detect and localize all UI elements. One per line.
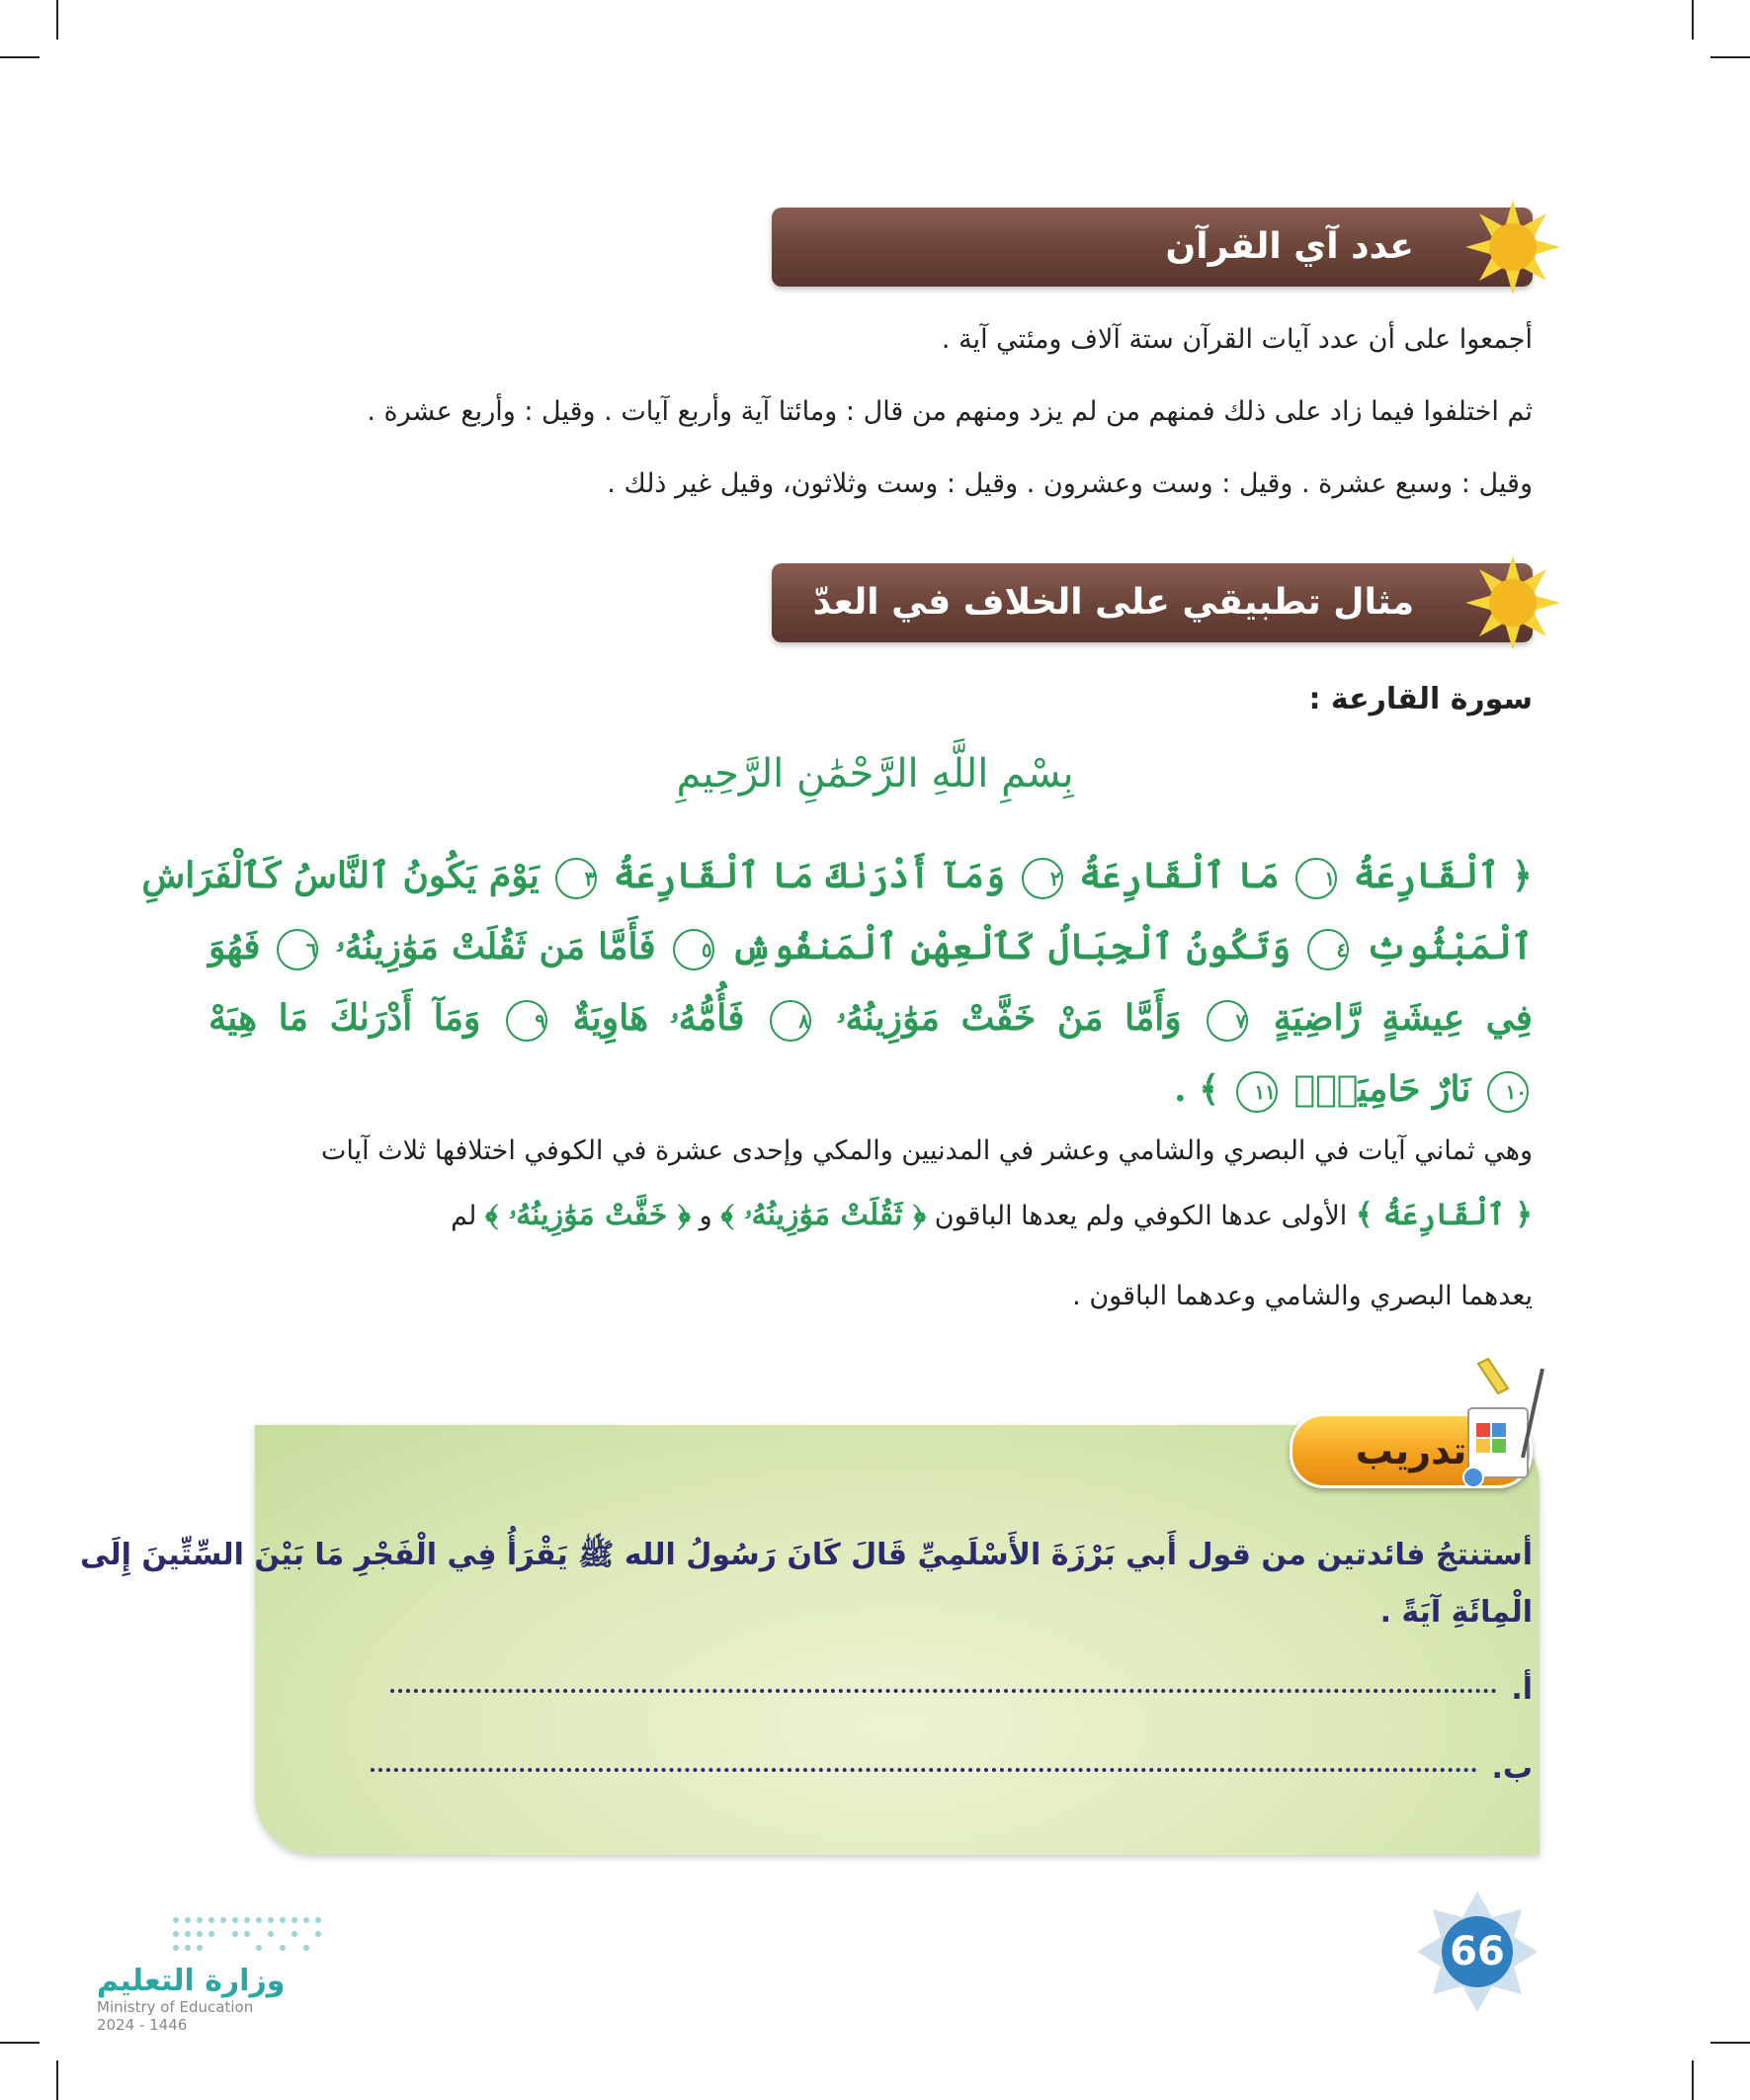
ministry-name-en: Ministry of Education: [97, 1998, 254, 2016]
verse-text: وَأَمَّا مَنْ خَفَّتْ مَوَٰزِينُهُۥ: [836, 997, 1182, 1039]
verse-number: ٥: [673, 929, 714, 970]
question-line: أستنتجُ فائدتين من قول أَبي بَرْزَةَ الأَسْلَمِيِّ قَالَ كَانَ رَسُولُ الله ﷺ يَقْرَأُ فِي الْفَجْرِ مَا بَيْنَ السِّتِّينَ إِلَى: [80, 1538, 1533, 1572]
verse-number: ١٠: [1487, 1071, 1529, 1113]
answer-line-a[interactable]: [278, 1672, 1533, 1707]
explanation-text: الأولى عدها الكوفي ولم يعدها الباقون: [934, 1201, 1348, 1231]
explanation-text: لم: [451, 1201, 477, 1231]
paragraph: ثم اختلفوا فيما زاد على ذلك فمنهم من لم يزد ومنهم من قال : ومائتا آية وأربع آيات . وقيل : وأربع عشرة .: [367, 396, 1533, 427]
verse-text: ﴾ .: [1174, 1068, 1220, 1110]
verse-number: ٧: [1207, 1000, 1248, 1042]
pen-icon: [1449, 1349, 1567, 1497]
crop-mark: [1692, 0, 1694, 40]
quran-text: [141, 840, 1533, 1125]
verse-text: ﴿ ٱلْقَارِعَةُ: [1353, 855, 1533, 896]
explanation-line: وهي ثماني آيات في البصري والشامي وعشر في المدنيين والمكي وإحدى عشرة في الكوفي اختلافها ثلاث آيات: [320, 1135, 1533, 1166]
basmala: بِسْمِ اللَّهِ الرَّحْمَٰنِ الرَّحِيمِ: [676, 751, 1074, 797]
verse-number: ١: [1295, 858, 1337, 899]
quran-quote: ﴿ ثَقُلَتْ مَوَٰزِينُهُۥ ﴾: [720, 1198, 927, 1232]
verse-text: فِي عِيشَةٍ رَّاضِيَةٍ: [1273, 997, 1533, 1039]
quran-line: [208, 982, 1533, 1053]
section-title: عدد آي القرآن: [1165, 226, 1414, 267]
answer-dots[interactable]: [371, 1768, 1477, 1772]
verse-text: فَأُمُّهُۥ هَاوِيَةٌ: [572, 997, 745, 1039]
ministry-dots-icon: [97, 1912, 324, 1960]
verse-text: مَا ٱلْقَارِعَةُ: [1079, 855, 1280, 896]
paragraph: وقيل : وسبع عشرة . وقيل : وست وعشرون . وقيل : وست وثلاثون، وقيل غير ذلك .: [607, 468, 1533, 499]
quran-quote: ﴿ خَفَّتْ مَوَٰزِينُهُۥ ﴾: [484, 1198, 692, 1232]
quran-line: [208, 911, 1533, 982]
page-number: [1413, 1888, 1542, 2016]
ministry-name-ar: وزارة التعليم: [97, 1964, 286, 1998]
crop-mark: [1710, 2042, 1750, 2044]
section-title: مثال تطبيقي على الخلاف في العدّ: [812, 582, 1414, 623]
explanation-text: و: [699, 1201, 712, 1231]
sun-icon: [1463, 198, 1562, 296]
section-header-ayah-count: [772, 208, 1533, 287]
ministry-logo: [97, 1912, 334, 2034]
verse-number: ٩: [506, 1000, 547, 1042]
verse-number: ٦: [277, 929, 318, 970]
verse-text: وَتَكُونُ ٱلْجِبَالُ كَٱلْعِهْنِ ٱلْمَنفُوشِ: [730, 926, 1292, 967]
verse-text: فَهُوَ: [208, 926, 261, 967]
explanation-line: [208, 1194, 1533, 1238]
sun-icon: [1463, 553, 1562, 652]
verse-text: وَمَآ أَدْرَىٰكَ مَا هِيَهْ: [208, 997, 481, 1039]
verse-text: نَارٌ حَامِيَةٌۢ: [1293, 1068, 1471, 1110]
explanation-line: يعدهما البصري والشامي وعدهما الباقون .: [1072, 1281, 1533, 1311]
crop-mark: [0, 56, 40, 58]
verse-text: ٱلْمَبْثُوثِ: [1366, 926, 1533, 967]
verse-number: ٤: [1307, 929, 1349, 970]
answer-label: ب.: [1491, 1751, 1533, 1786]
verse-text: يَوْمَ يَكُونُ ٱلنَّاسُ كَٱلْفَرَاشِ: [141, 855, 540, 896]
verse-number: ٨: [770, 1000, 811, 1042]
verse-number: ٢: [1022, 858, 1063, 899]
exercise-question: [80, 1527, 1533, 1641]
quran-quote: ﴿ ٱلْقَارِعَةُ ﴾: [1355, 1198, 1533, 1232]
quran-line: [208, 1053, 1533, 1125]
ministry-year: 2024 - 1446: [97, 2016, 188, 2034]
answer-label: أ.: [1511, 1672, 1533, 1707]
crop-mark: [56, 0, 58, 40]
crop-mark: [0, 2042, 40, 2044]
quran-line: [141, 840, 1533, 911]
verse-number: ١١: [1236, 1071, 1278, 1113]
verse-number: ٣: [555, 858, 597, 899]
paragraph: أجمعوا على أن عدد آيات القرآن ستة آلاف ومئتي آية .: [941, 324, 1533, 355]
crop-mark: [1692, 2060, 1694, 2100]
verse-text: وَمَآ أَدْرَىٰكَ مَا ٱلْقَارِعَةُ: [613, 855, 1006, 896]
answer-line-b[interactable]: [278, 1751, 1533, 1786]
section-header-example: [772, 563, 1533, 642]
badge-label: تدريب: [1355, 1429, 1467, 1472]
crop-mark: [1710, 56, 1750, 58]
question-line: الْمِائَةِ آيَةً .: [1379, 1595, 1533, 1630]
surah-label: سورة القارعة :: [1308, 682, 1533, 716]
verse-text: فَأَمَّا مَن ثَقُلَتْ مَوَٰزِينُهُۥ: [335, 926, 656, 967]
answer-dots[interactable]: [390, 1689, 1497, 1693]
crop-mark: [56, 2060, 58, 2100]
page-number-text: 66: [1450, 1929, 1505, 1974]
